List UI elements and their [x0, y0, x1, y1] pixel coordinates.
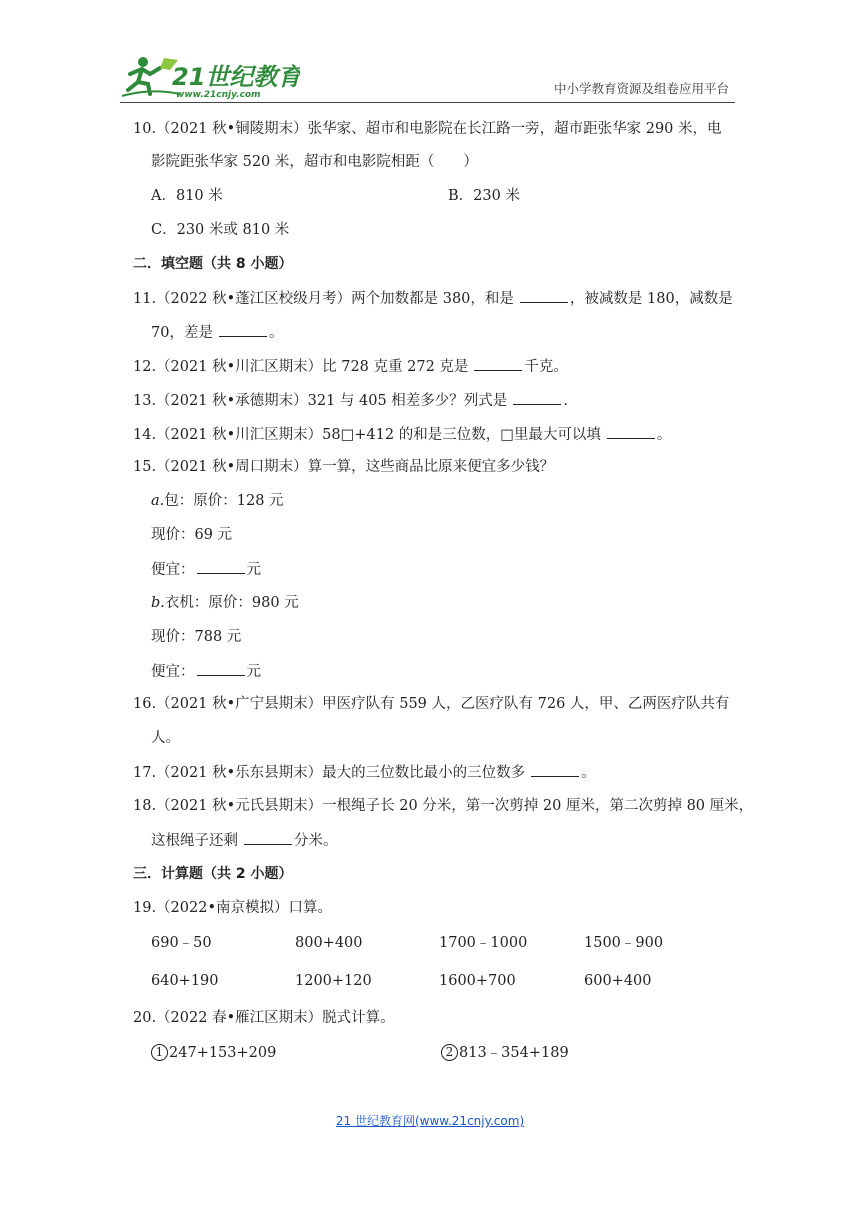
q17-line	[133, 762, 596, 783]
q11-blank-sum[interactable]	[520, 288, 568, 303]
q14-text-b: 。	[656, 427, 672, 443]
q11-line1	[133, 288, 733, 309]
q18-blank[interactable]	[244, 830, 292, 845]
site-logo	[120, 52, 300, 100]
q19-expr-1-3: 1700﹣1000	[439, 935, 528, 951]
q10-option-a[interactable]: A．810 米	[151, 188, 223, 204]
q14-text-a: 14.（2021 秋•川汇区期末）58□+412 的和是三位数，□里最大可以填	[133, 427, 601, 443]
platform-title: 中小学教育资源及组卷应用平台	[553, 81, 729, 96]
q19-expr-2-2: 1200+120	[295, 973, 372, 989]
q10-line1: 10.（2021 秋•铜陵期末）张华家、超市和电影院在长江路一旁，超市距张华家 290 米，电	[133, 121, 722, 137]
q12-text-a: 12.（2021 秋•川汇区期末）比 728 克重 272 克是	[133, 359, 469, 375]
q15-a-cheap	[151, 559, 261, 580]
q12-blank[interactable]	[474, 356, 522, 371]
q15-b-label: b.	[151, 595, 165, 611]
footer-link[interactable]: 21 世纪教育网(www.21cnjy.com)	[335, 1114, 525, 1128]
q20-number-2: 2	[441, 1044, 458, 1061]
q11-text-d: 。	[268, 325, 284, 341]
q12-text-b: 千克。	[524, 359, 568, 375]
section-fill-in-heading: 二．填空题（共 8 小题）	[133, 256, 293, 272]
q16-line1: 16.（2021 秋•广宁县期末）甲医疗队有 559 人，乙医疗队有 726 人，甲、乙两医疗队共有	[133, 696, 730, 712]
q15-b-item	[151, 593, 299, 613]
q18-text-a: 这根绳子还剩	[151, 833, 238, 849]
svg-text:www.21cnjy.com: www.21cnjy.com	[176, 90, 261, 100]
q10-option-c[interactable]: C．230 米或 810 米	[151, 222, 290, 238]
q15-b-blank[interactable]	[197, 661, 245, 676]
logo-graphic	[120, 52, 300, 100]
q15-a-unit: 元	[246, 562, 261, 578]
q15-a-text: 包：原价：128 元	[164, 493, 284, 509]
q20-stem: 20.（2022 春•雁江区期末）脱式计算。	[133, 1010, 395, 1026]
q10-line2: 影院距张华家 520 米，超市和电影院相距（ ）	[151, 154, 478, 170]
q15-a-now: 现价：69 元	[151, 527, 233, 543]
q17-blank[interactable]	[531, 762, 579, 777]
q17-text-a: 17.（2021 秋•乐东县期末）最大的三位数比最小的三位数多	[133, 765, 526, 781]
q20-number-1: 1	[151, 1044, 168, 1061]
q15-a-cheap-label: 便宜：	[151, 562, 195, 578]
q13-text-a: 13.（2021 秋•承德期末）321 与 405 相差多少？列式是	[133, 393, 508, 409]
q14-line	[133, 424, 671, 445]
q15-a-item	[151, 491, 284, 511]
q15-b-now: 现价：788 元	[151, 629, 242, 645]
q13-blank[interactable]	[513, 390, 561, 405]
q11-line2	[151, 322, 283, 343]
q10-option-b[interactable]: B．230 米	[448, 188, 520, 204]
q20-expr-1	[151, 1043, 276, 1063]
q19-expr-2-1: 640+190	[151, 973, 219, 989]
q15-b-cheap	[151, 661, 261, 682]
q13-text-b: .	[563, 393, 568, 409]
svg-text:21世纪教育: 21世纪教育	[172, 63, 300, 91]
q20-expr-1-text: 247+153+209	[169, 1045, 277, 1061]
q15-b-text: 衣机：原价：980 元	[164, 595, 299, 611]
q14-blank[interactable]	[607, 424, 655, 439]
q19-expr-2-3: 1600+700	[439, 973, 516, 989]
q15-a-blank[interactable]	[197, 559, 245, 574]
q18-line2	[151, 830, 338, 851]
header-divider	[120, 102, 735, 103]
q20-expr-2	[441, 1043, 569, 1063]
q15-b-cheap-label: 便宜：	[151, 664, 195, 680]
q15-stem: 15.（2021 秋•周口期末）算一算，这些商品比原来便宜多少钱？	[133, 459, 555, 475]
q16-line2: 人。	[151, 730, 180, 746]
q19-stem: 19.（2022•南京模拟）口算。	[133, 900, 333, 916]
section-calc-heading: 三．计算题（共 2 小题）	[133, 866, 293, 882]
q19-expr-1-2: 800+400	[295, 935, 363, 951]
q19-expr-1-4: 1500﹣900	[584, 935, 664, 951]
q17-text-b: 。	[581, 765, 596, 781]
q19-expr-2-4: 600+400	[584, 973, 652, 989]
q20-expr-2-text: 813﹣354+189	[459, 1045, 569, 1061]
q19-expr-1-1: 690﹣50	[151, 935, 212, 951]
q18-text-b: 分米。	[294, 833, 338, 849]
q12-line	[133, 356, 568, 377]
q11-text-b: ，被减数是 180，减数是	[569, 291, 733, 307]
q11-blank-difference[interactable]	[219, 322, 267, 337]
q11-text-a: 11.（2022 秋•蓬江区校级月考）两个加数都是 380，和是	[133, 291, 514, 307]
q11-text-c: 70，差是	[151, 325, 213, 341]
q15-a-label: a.	[151, 493, 165, 509]
q18-line1: 18.（2021 秋•元氏县期末）一根绳子长 20 分米，第一次剪掉 20 厘米，第二次剪掉 80 厘米，	[133, 798, 754, 814]
q13-line	[133, 390, 568, 411]
q15-b-unit: 元	[246, 664, 261, 680]
